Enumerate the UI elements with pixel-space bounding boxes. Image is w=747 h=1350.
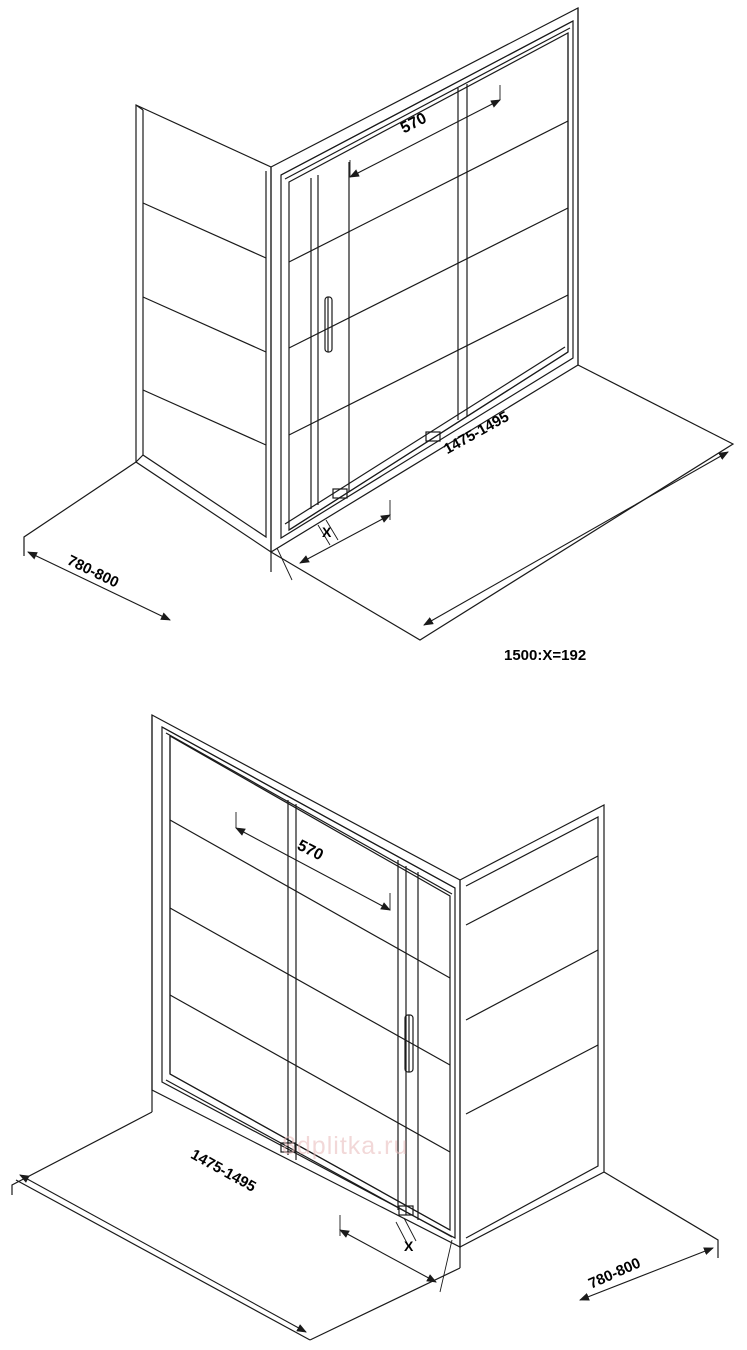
dim-label-X-bottom: X <box>404 1238 414 1254</box>
dim-line-1475-top <box>424 452 728 625</box>
dim-line-780-top <box>28 552 170 620</box>
dim-line-X-bottom <box>340 1230 436 1282</box>
side-panel-inner-frame-bottom <box>466 817 598 1238</box>
bottom-view-top-track-a <box>162 727 455 888</box>
bottom-guide-top-1 <box>333 489 347 498</box>
dim-line-1475-bottom <box>20 1175 306 1332</box>
bottom-view-top-track-b <box>166 733 452 894</box>
side-panel-top-view <box>136 105 271 552</box>
dim-line-570-bottom <box>236 828 390 910</box>
glass-bar-bottom-2 <box>170 908 450 1065</box>
side-panel-mullion-3 <box>143 390 266 445</box>
dim-label-780-top: 780-800 <box>64 552 122 592</box>
glass-bar-top-2 <box>289 208 568 348</box>
side-panel-mullion-b2 <box>466 950 598 1020</box>
dim-line-X-top <box>300 515 390 563</box>
bottom-rail-top-b <box>285 347 565 524</box>
floor-edge-left-top-view <box>24 462 136 556</box>
side-panel-bottom-view <box>460 805 604 1247</box>
dim-label-X-top: X <box>322 524 332 540</box>
floor-front-right-bottom-view <box>310 1268 460 1340</box>
glass-bar-bottom-3 <box>170 995 450 1152</box>
dim-label-570-top: 570 <box>398 109 430 138</box>
size-formula-note: 1500:X=192 <box>504 647 587 664</box>
view-top-geometry <box>24 8 733 640</box>
dim-label-1475-bottom: 1475-1495 <box>187 1146 259 1196</box>
glass-bar-top-1 <box>289 121 568 262</box>
floor-edge-right-bottom-view <box>604 1172 718 1258</box>
top-track-line-a <box>281 21 573 175</box>
floor-front-run-bottom-view <box>16 1180 310 1340</box>
dim-label-570-bottom: 570 <box>294 837 326 865</box>
dim-label-780-bottom: 780-800 <box>586 1254 644 1293</box>
top-track-line-b <box>285 28 570 179</box>
side-panel-inner-frame-top <box>143 110 266 537</box>
side-panel-corner-bottom <box>136 455 143 462</box>
dim-ext-X-bottom-right <box>440 1240 452 1292</box>
dim-line-570-top <box>350 100 500 177</box>
side-panel-mullion-2 <box>143 297 266 352</box>
dim-ext-X-top-left <box>277 548 292 580</box>
glass-bar-top-3 <box>289 295 568 435</box>
side-panel-mullion-b3 <box>466 1045 598 1114</box>
side-panel-mullion-1 <box>143 203 266 258</box>
bottom-rail-top-a <box>289 352 568 530</box>
view-bottom-geometry <box>12 715 718 1340</box>
dim-label-1475-top: 1475-1495 <box>441 408 512 458</box>
watermark-text: 8dplitka.ru <box>282 1132 409 1160</box>
floor-outline-top-view <box>271 365 733 640</box>
